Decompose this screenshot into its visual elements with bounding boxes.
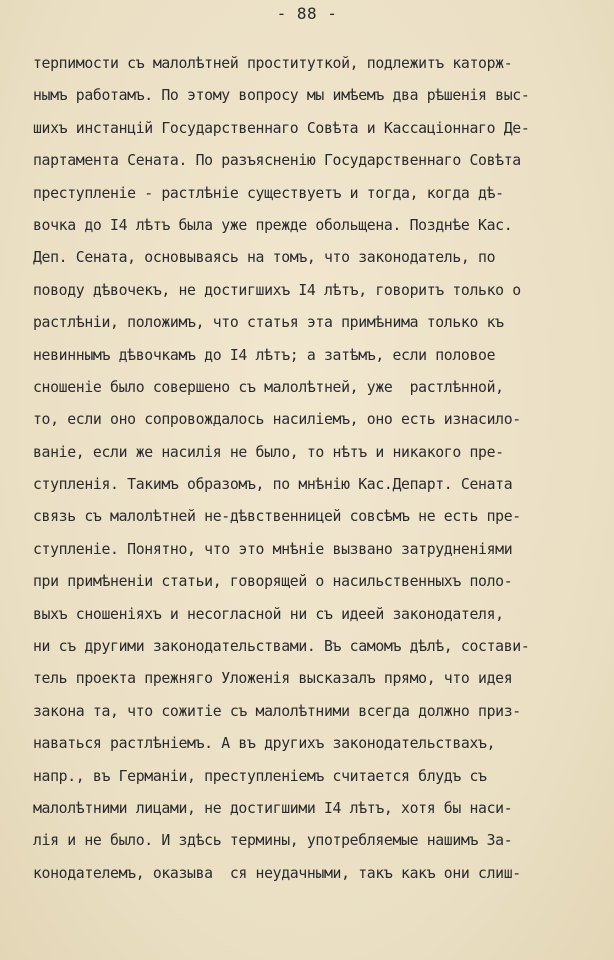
text-line: связь съ малолѣтней не-дѣвственницей совсѣмъ не есть пре-	[33, 508, 521, 526]
text-line: преступленіе - растлѣніе существуетъ и тогда, когда дѣ-	[33, 184, 504, 202]
text-line: вочка до I4 лѣтъ была уже прежде обольщена. Позднѣе Кас.	[33, 216, 513, 234]
text-line: растлѣніи, положимъ, что статья эта примѣнима только къ	[33, 314, 504, 332]
body-text	[33, 48, 603, 890]
text-line: невиннымъ дѣвочкамъ до I4 лѣтъ; а затѣмъ, если половое	[33, 346, 496, 364]
text-line: ни съ другими законодательствами. Въ самомъ дѣлѣ, состави-	[33, 638, 530, 656]
text-line: наваться растлѣніемъ. А въ другихъ законодательствахъ,	[33, 735, 496, 753]
page-number: - 88 -	[276, 4, 338, 23]
text-line: ступленія. Такимъ образомъ, по мнѣнію Кас.Департ. Сената	[33, 476, 513, 494]
text-line: нымъ работамъ. По этому вопросу мы имѣемъ два рѣшенія выс-	[33, 87, 530, 105]
text-line: сношеніе было совершено съ малолѣтней, уже растлѣнной,	[33, 378, 504, 396]
text-line: ступленіе. Понятно, что это мнѣніе вызвано затрудненіями	[33, 540, 513, 558]
text-line: малолѣтними лицами, не достигшими I4 лѣтъ, хотя бы наси-	[33, 799, 513, 817]
text-line: при примѣненіи статьи, говорящей о насильственныхъ поло-	[33, 573, 513, 591]
text-line: Деп. Сената, основываясь на томъ, что законодатель, по	[33, 249, 496, 267]
text-line: лія и не было. И здѣсь термины, употребляемые нашимъ За-	[33, 832, 513, 850]
text-line: терпимости съ малолѣтней проституткой, подлежитъ каторж-	[33, 55, 513, 72]
text-line: шихъ инстанцій Государственнаго Совѣта и Кассаціоннаго Де-	[33, 119, 530, 137]
text-line: то, если оно сопровождалось насиліемъ, оно есть изнасило-	[33, 411, 521, 429]
text-line: закона та, что сожитіе съ малолѣтними всегда должно приз-	[33, 702, 521, 720]
text-line: конодателемъ, оказыва ся неудачными, такъ какъ они слиш-	[33, 864, 521, 882]
text-line: поводу дѣвочекъ, не достигшихъ I4 лѣтъ, говоритъ только о	[33, 281, 521, 299]
text-line: партамента Сената. По разъясненію Государственнаго Совѣта	[33, 152, 521, 170]
text-line: тель проекта прежняго Уложенія высказалъ прямо, что идея	[33, 670, 513, 688]
text-line: выхъ сношеніяхъ и несогласной ни съ идеей законодателя,	[33, 605, 504, 623]
text-line: ваніе, если же насилія не было, то нѣтъ и никакого пре-	[33, 443, 504, 461]
text-line: напр., въ Германіи, преступленіемъ считается блудъ съ	[33, 767, 487, 785]
